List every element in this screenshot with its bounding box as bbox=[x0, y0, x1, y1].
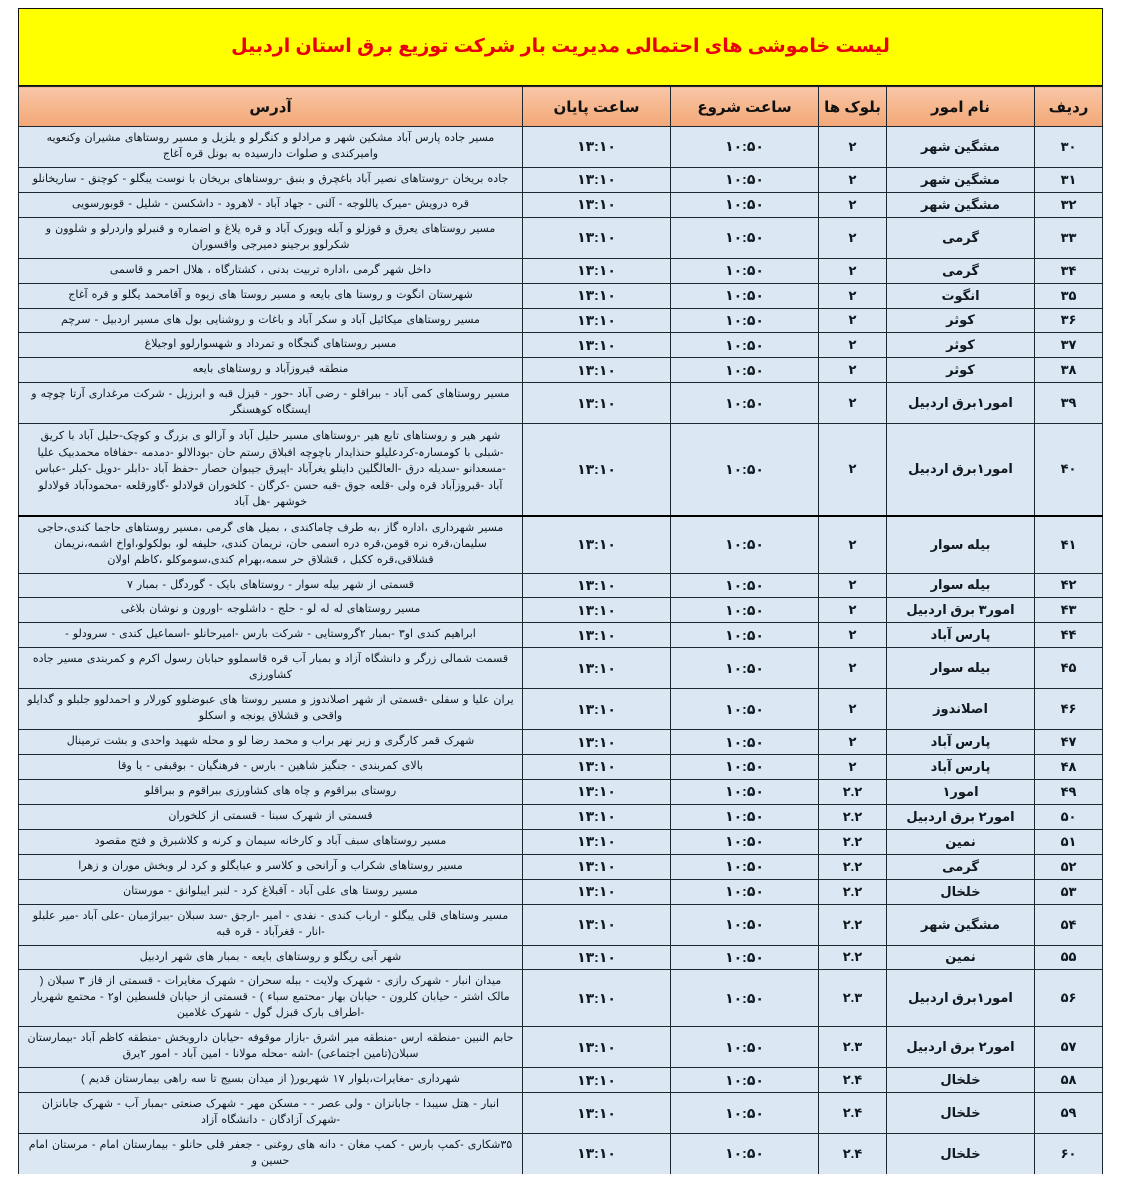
cell-row-number: ۶۰ bbox=[1035, 1133, 1103, 1173]
cell-end-time: ۱۳:۱۰ bbox=[523, 258, 671, 283]
cell-end-time: ۱۳:۱۰ bbox=[523, 854, 671, 879]
cell-address: میدان انبار - شهرک رازی - شهرک ولایت - ببله سحران - شهرک مغایرات - قسمتی از قاز ۳ سبلان ( مالک اشتر - حیابان کلرون - حیابان بهار -محتمع سباء ) - قسمتی از حیابان فلسطین او۲ - محتمع شهریار -اطراف بارک قبزل گول - شهرک غلامین bbox=[19, 970, 523, 1027]
table-header bbox=[19, 87, 1103, 127]
cell-end-time: ۱۳:۱۰ bbox=[523, 167, 671, 192]
cell-department-name: خلخال bbox=[887, 1093, 1035, 1134]
cell-row-number: ۴۲ bbox=[1035, 573, 1103, 598]
cell-department-name: امور۱برق اردبیل bbox=[887, 424, 1035, 516]
cell-department-name: امور۲ برق اردبیل bbox=[887, 1027, 1035, 1068]
cell-address: روستای ببراقوم و چاه های کشاورزی ببراقوم و ببراقلو bbox=[19, 779, 523, 804]
cell-row-number: ۴۳ bbox=[1035, 598, 1103, 623]
cell-department-name: مشگین شهر bbox=[887, 192, 1035, 217]
table-header-row bbox=[19, 87, 1103, 127]
cell-end-time: ۱۳:۱۰ bbox=[523, 804, 671, 829]
cell-end-time: ۱۳:۱۰ bbox=[523, 127, 671, 168]
table-row bbox=[19, 904, 1103, 945]
cell-department-name: گرمی bbox=[887, 217, 1035, 258]
cell-row-number: ۵۱ bbox=[1035, 829, 1103, 854]
cell-blocks: ۲.۴ bbox=[819, 1068, 887, 1093]
table-row bbox=[19, 258, 1103, 283]
page-title: لیست خاموشی های احتمالی مدیریت بار شرکت توزیع برق استان اردبیل bbox=[231, 35, 890, 57]
cell-blocks: ۲ bbox=[819, 258, 887, 283]
table-row bbox=[19, 283, 1103, 308]
cell-start-time: ۱۰:۵۰ bbox=[671, 854, 819, 879]
cell-end-time: ۱۳:۱۰ bbox=[523, 383, 671, 424]
cell-address: شهر هیر و روستاهای تابع هیر -روستاهای مسیر حلیل آباد و آرالو ی بزرگ و کوچک-حلیل آباد با کریق -شبلی با کومسارہ-کردعلیلو حنذایدار باچوچه افبلاق رستم حان -بودالالو -دمدمه -حفافاه محمدبیک علیا -مسعدانو -سدیله درق -العالگلین داینلو یغرآباد -اپیرق جیبوان حصار -حفظ آباد -دابلر -دویل -کبلر -عباس آباد -قبروزآباد قره ولی -قلعه جوق -قبه حسن -کرگان - کلخوران قولادلو -گاورقلعه -محمودآباد قولادلو خوشهر -هل آباد bbox=[19, 424, 523, 516]
cell-start-time: ۱۰:۵۰ bbox=[671, 829, 819, 854]
cell-department-name: کوثر bbox=[887, 308, 1035, 333]
cell-address: مسیر روستاهای کمی آباد - ببراقلو - رضی آباد -حور - قیزل قبه و ابرزیل - شرکت مرغداری آرتا چوچه و ایستگاه کوهسنگر bbox=[19, 383, 523, 424]
table-row bbox=[19, 1068, 1103, 1093]
cell-row-number: ۳۵ bbox=[1035, 283, 1103, 308]
cell-department-name: خلخال bbox=[887, 879, 1035, 904]
cell-address: شهرستان انگوت و روستا های بایعه و مسیر روستا های زیوه و آقامحمد یگلو و قره آغاج bbox=[19, 283, 523, 308]
table-row bbox=[19, 424, 1103, 516]
cell-address: مسیر روستاهای له له لو - حلج - داشلوجه -اورون و نوشان بلاغی bbox=[19, 598, 523, 623]
cell-department-name: خلخال bbox=[887, 1133, 1035, 1173]
table-row bbox=[19, 945, 1103, 970]
table-body bbox=[19, 127, 1103, 1174]
cell-address: داخل شهر گرمی ،اداره تربیت بدنی ، کشتارگاه ، هلال احمر و قاسمی bbox=[19, 258, 523, 283]
cell-department-name: امور۱برق اردبیل bbox=[887, 383, 1035, 424]
cell-start-time: ۱۰:۵۰ bbox=[671, 945, 819, 970]
cell-end-time: ۱۳:۱۰ bbox=[523, 945, 671, 970]
cell-start-time: ۱۰:۵۰ bbox=[671, 1133, 819, 1173]
cell-row-number: ۳۶ bbox=[1035, 308, 1103, 333]
cell-blocks: ۲ bbox=[819, 308, 887, 333]
cell-blocks: ۲.۲ bbox=[819, 945, 887, 970]
cell-department-name: نمین bbox=[887, 945, 1035, 970]
cell-end-time: ۱۳:۱۰ bbox=[523, 358, 671, 383]
cell-address: قسمتی از شهر بیله سوار - روستاهای بایک - گوردگل - بمبار ۷ bbox=[19, 573, 523, 598]
table-row bbox=[19, 779, 1103, 804]
column-header-name: نام امور bbox=[887, 87, 1035, 127]
table-row bbox=[19, 623, 1103, 648]
cell-address: مسیر روستاهای یعرق و قوزلو و آبله ویورک آباد و قره یلاغ و اضماره و قنبرلو واردرلو و شلوون و شکرلوو برجینو دمیرجی واقسوران bbox=[19, 217, 523, 258]
cell-end-time: ۱۳:۱۰ bbox=[523, 689, 671, 730]
cell-end-time: ۱۳:۱۰ bbox=[523, 1093, 671, 1134]
cell-department-name: مشگین شهر bbox=[887, 167, 1035, 192]
cell-start-time: ۱۰:۵۰ bbox=[671, 879, 819, 904]
cell-department-name: امور۱ bbox=[887, 779, 1035, 804]
table-row bbox=[19, 1093, 1103, 1134]
cell-row-number: ۵۷ bbox=[1035, 1027, 1103, 1068]
cell-row-number: ۳۹ bbox=[1035, 383, 1103, 424]
cell-start-time: ۱۰:۵۰ bbox=[671, 516, 819, 573]
cell-blocks: ۲ bbox=[819, 358, 887, 383]
cell-department-name: نمین bbox=[887, 829, 1035, 854]
table-row bbox=[19, 829, 1103, 854]
cell-department-name: امور۳ برق اردبیل bbox=[887, 598, 1035, 623]
cell-row-number: ۴۹ bbox=[1035, 779, 1103, 804]
cell-end-time: ۱۳:۱۰ bbox=[523, 879, 671, 904]
cell-row-number: ۵۰ bbox=[1035, 804, 1103, 829]
table-row bbox=[19, 192, 1103, 217]
table-row bbox=[19, 598, 1103, 623]
cell-row-number: ۵۵ bbox=[1035, 945, 1103, 970]
cell-start-time: ۱۰:۵۰ bbox=[671, 1093, 819, 1134]
cell-address: قره درویش -میرک یاللوجه - آلنی - جهاد آباد - لاهرود - داشکسن - شلیل - قوبورسویی bbox=[19, 192, 523, 217]
cell-address: مسیر روستاهای سبف آباد و کارخانه سیمان و کرنه و کلاشبرق و فتح مقصود bbox=[19, 829, 523, 854]
cell-blocks: ۲.۳ bbox=[819, 1027, 887, 1068]
cell-address: جاده بریخان -روستاهای نصیر آباد باغچرق و بنبق -روستاهای بریخان با نوست یبگلو - کوچنق - ساریخانلو bbox=[19, 167, 523, 192]
cell-department-name: اصلاندوز bbox=[887, 689, 1035, 730]
cell-start-time: ۱۰:۵۰ bbox=[671, 970, 819, 1027]
cell-end-time: ۱۳:۱۰ bbox=[523, 1027, 671, 1068]
table-row bbox=[19, 383, 1103, 424]
column-header-start: ساعت شروع bbox=[671, 87, 819, 127]
cell-start-time: ۱۰:۵۰ bbox=[671, 192, 819, 217]
cell-address: یران علیا و سفلی -قسمتی از شهر اصلاندوز و مسیر روستا های عبوضلوو کورلار و احمدلوو جلبلو و گدایلو واقحی و قشلاق یونجه و اسکلو bbox=[19, 689, 523, 730]
cell-address: شهر آبی ریگلو و روستاهای بایعه - بمبار های شهر اردبیل bbox=[19, 945, 523, 970]
cell-start-time: ۱۰:۵۰ bbox=[671, 598, 819, 623]
cell-department-name: امور۲ برق اردبیل bbox=[887, 804, 1035, 829]
cell-address: مسیر روستا های علی آباد - آقبلاغ کرد - لنبر ایبلوانق - مورستان bbox=[19, 879, 523, 904]
cell-start-time: ۱۰:۵۰ bbox=[671, 167, 819, 192]
column-header-blocks: بلوک ها bbox=[819, 87, 887, 127]
cell-end-time: ۱۳:۱۰ bbox=[523, 1068, 671, 1093]
cell-department-name: بیله سوار bbox=[887, 516, 1035, 573]
cell-row-number: ۵۸ bbox=[1035, 1068, 1103, 1093]
cell-blocks: ۲.۲ bbox=[819, 879, 887, 904]
cell-department-name: انگوت bbox=[887, 283, 1035, 308]
cell-address: بالای کمربندی - جنگیز شاهین - بارس - فرهنگیان - بوقبفی - یا وقا bbox=[19, 755, 523, 780]
cell-department-name: مشگین شهر bbox=[887, 127, 1035, 168]
cell-start-time: ۱۰:۵۰ bbox=[671, 755, 819, 780]
table-row bbox=[19, 730, 1103, 755]
title-banner bbox=[18, 8, 1103, 86]
cell-department-name: بیله سوار bbox=[887, 573, 1035, 598]
cell-row-number: ۵۹ bbox=[1035, 1093, 1103, 1134]
cell-row-number: ۳۳ bbox=[1035, 217, 1103, 258]
cell-end-time: ۱۳:۱۰ bbox=[523, 648, 671, 689]
cell-blocks: ۲ bbox=[819, 333, 887, 358]
cell-start-time: ۱۰:۵۰ bbox=[671, 689, 819, 730]
cell-blocks: ۲ bbox=[819, 167, 887, 192]
cell-blocks: ۲ bbox=[819, 383, 887, 424]
cell-blocks: ۲ bbox=[819, 689, 887, 730]
cell-department-name: گرمی bbox=[887, 854, 1035, 879]
cell-address: انبار - هتل سیبدا - جابانزان - ولی عصر - - مسکن مهر - شهرک صنعتی -بمبار آب - شهرک جابانزان -شهرک آزادگان - دانشگاه آزاد bbox=[19, 1093, 523, 1134]
cell-start-time: ۱۰:۵۰ bbox=[671, 127, 819, 168]
cell-row-number: ۵۴ bbox=[1035, 904, 1103, 945]
cell-end-time: ۱۳:۱۰ bbox=[523, 217, 671, 258]
cell-address: ۳۵شکاری -کمپ بارس - کمپ مغان - دانه های روغنی - جعفر قلی حانلو - بیمارستان امام - مرستان امام حسین و bbox=[19, 1133, 523, 1173]
cell-department-name: خلخال bbox=[887, 1068, 1035, 1093]
cell-blocks: ۲ bbox=[819, 648, 887, 689]
cell-blocks: ۲.۲ bbox=[819, 854, 887, 879]
cell-start-time: ۱۰:۵۰ bbox=[671, 308, 819, 333]
cell-row-number: ۳۲ bbox=[1035, 192, 1103, 217]
cell-start-time: ۱۰:۵۰ bbox=[671, 730, 819, 755]
cell-end-time: ۱۳:۱۰ bbox=[523, 755, 671, 780]
cell-blocks: ۲ bbox=[819, 217, 887, 258]
cell-end-time: ۱۳:۱۰ bbox=[523, 904, 671, 945]
cell-blocks: ۲.۲ bbox=[819, 829, 887, 854]
cell-blocks: ۲.۴ bbox=[819, 1133, 887, 1173]
cell-end-time: ۱۳:۱۰ bbox=[523, 573, 671, 598]
table-row bbox=[19, 127, 1103, 168]
cell-row-number: ۴۵ bbox=[1035, 648, 1103, 689]
cell-department-name: پارس آباد bbox=[887, 755, 1035, 780]
column-header-end: ساعت پایان bbox=[523, 87, 671, 127]
cell-start-time: ۱۰:۵۰ bbox=[671, 804, 819, 829]
cell-start-time: ۱۰:۵۰ bbox=[671, 1027, 819, 1068]
cell-end-time: ۱۳:۱۰ bbox=[523, 623, 671, 648]
cell-start-time: ۱۰:۵۰ bbox=[671, 217, 819, 258]
cell-row-number: ۵۳ bbox=[1035, 879, 1103, 904]
cell-row-number: ۵۲ bbox=[1035, 854, 1103, 879]
table-row bbox=[19, 689, 1103, 730]
cell-blocks: ۲ bbox=[819, 127, 887, 168]
table-row bbox=[19, 804, 1103, 829]
table-row bbox=[19, 879, 1103, 904]
cell-start-time: ۱۰:۵۰ bbox=[671, 573, 819, 598]
cell-end-time: ۱۳:۱۰ bbox=[523, 829, 671, 854]
cell-address: منطقه فیروزآباد و روستاهای بایعه bbox=[19, 358, 523, 383]
cell-address: حابم النبین -منطقه ارس -منطقه میر اشرق -بازار موقوفه -حیابان داروبخش -منطقه کاظم آباد -بیمارستان سبلان(تامین اجتماعی) -اشه -محله مولانا - امین آباد - امور ۲یرق bbox=[19, 1027, 523, 1068]
table-row bbox=[19, 516, 1103, 573]
cell-start-time: ۱۰:۵۰ bbox=[671, 1068, 819, 1093]
cell-row-number: ۳۸ bbox=[1035, 358, 1103, 383]
cell-row-number: ۳۷ bbox=[1035, 333, 1103, 358]
cell-row-number: ۴۱ bbox=[1035, 516, 1103, 573]
cell-end-time: ۱۳:۱۰ bbox=[523, 779, 671, 804]
cell-row-number: ۴۰ bbox=[1035, 424, 1103, 516]
cell-address: شهرک قمر کارگری و زیر نهر براب و محمد رضا لو و محله شهید واحدی و بشت ترمینال bbox=[19, 730, 523, 755]
column-header-radif: ردیف bbox=[1035, 87, 1103, 127]
cell-blocks: ۲ bbox=[819, 283, 887, 308]
cell-start-time: ۱۰:۵۰ bbox=[671, 283, 819, 308]
cell-end-time: ۱۳:۱۰ bbox=[523, 1133, 671, 1173]
cell-row-number: ۳۴ bbox=[1035, 258, 1103, 283]
cell-address: مسیر شهرداری ،اداره گاز ،به طرف چاماکندی ، بمیل های گرمی ،مسیر روستاهای حاجما کندی،حاجی سلیمان،قره نره قومن،قره دره اسمی حان، نریمان کندی، حلیفه لو، بولکولو،اواخ اشمه،نریمان قشلاقی،قره ککبل ، قشلاق حر سمه،بهرام کندی،سوموکلو ،کاظم اولان bbox=[19, 516, 523, 573]
cell-row-number: ۴۸ bbox=[1035, 755, 1103, 780]
cell-row-number: ۳۰ bbox=[1035, 127, 1103, 168]
cell-end-time: ۱۳:۱۰ bbox=[523, 283, 671, 308]
cell-blocks: ۲.۲ bbox=[819, 804, 887, 829]
cell-address: شهرداری -مغایرات،یلوار ۱۷ شهریور( از میدان بسیج تا سه راهی بیمارستان قدیم ) bbox=[19, 1068, 523, 1093]
cell-blocks: ۲ bbox=[819, 573, 887, 598]
cell-address: قسمتی از شهرک سبنا - قسمتی از کلخوران bbox=[19, 804, 523, 829]
cell-blocks: ۲.۴ bbox=[819, 1093, 887, 1134]
column-header-address: آدرس bbox=[19, 87, 523, 127]
cell-department-name: پارس آباد bbox=[887, 730, 1035, 755]
table-row bbox=[19, 308, 1103, 333]
cell-start-time: ۱۰:۵۰ bbox=[671, 648, 819, 689]
cell-start-time: ۱۰:۵۰ bbox=[671, 904, 819, 945]
cell-address: مسیر روستاهای گنجگاه و تمرداد و شهسوارلوو اوجیلاغ bbox=[19, 333, 523, 358]
cell-address: مسیر روستاهای میکائیل آباد و سکر آباد و باغات و روشنایی بول های مسیر اردبیل - سرچم bbox=[19, 308, 523, 333]
cell-blocks: ۲ bbox=[819, 730, 887, 755]
cell-start-time: ۱۰:۵۰ bbox=[671, 383, 819, 424]
outage-schedule-table bbox=[18, 86, 1103, 1174]
table-row bbox=[19, 755, 1103, 780]
cell-end-time: ۱۳:۱۰ bbox=[523, 192, 671, 217]
cell-blocks: ۲.۳ bbox=[819, 970, 887, 1027]
cell-end-time: ۱۳:۱۰ bbox=[523, 424, 671, 516]
cell-start-time: ۱۰:۵۰ bbox=[671, 333, 819, 358]
cell-department-name: بیله سوار bbox=[887, 648, 1035, 689]
cell-blocks: ۲ bbox=[819, 755, 887, 780]
cell-start-time: ۱۰:۵۰ bbox=[671, 258, 819, 283]
table-row bbox=[19, 333, 1103, 358]
cell-end-time: ۱۳:۱۰ bbox=[523, 333, 671, 358]
table-row bbox=[19, 648, 1103, 689]
cell-row-number: ۵۶ bbox=[1035, 970, 1103, 1027]
cell-address: مسیر وستاهای قلی یبگلو - ارباب کندی - نفدی - امیر -ارجق -سد سبلان -ببراژمبان -علی آباد -میر علبلو -انار - قغرآباد - قره قبه bbox=[19, 904, 523, 945]
cell-start-time: ۱۰:۵۰ bbox=[671, 424, 819, 516]
table-row bbox=[19, 1027, 1103, 1068]
cell-department-name: کوثر bbox=[887, 358, 1035, 383]
table-row bbox=[19, 167, 1103, 192]
table-row bbox=[19, 1133, 1103, 1173]
cell-end-time: ۱۳:۱۰ bbox=[523, 970, 671, 1027]
cell-blocks: ۲ bbox=[819, 192, 887, 217]
cell-address: ابراهیم کندی او۳ -بمبار ۲گروستایی - شرکت بارس -امیرحانلو -اسماعیل کندی - سرودلو - bbox=[19, 623, 523, 648]
cell-blocks: ۲ bbox=[819, 424, 887, 516]
cell-department-name: امور۱برق اردبیل bbox=[887, 970, 1035, 1027]
table-row bbox=[19, 854, 1103, 879]
cell-start-time: ۱۰:۵۰ bbox=[671, 358, 819, 383]
cell-start-time: ۱۰:۵۰ bbox=[671, 623, 819, 648]
cell-end-time: ۱۳:۱۰ bbox=[523, 730, 671, 755]
cell-row-number: ۴۶ bbox=[1035, 689, 1103, 730]
cell-address: مسیر روستاهای شکراب و آرانحی و کلاسر و عبایگلو و کرد لر وبخش موران و زهرا bbox=[19, 854, 523, 879]
cell-blocks: ۲ bbox=[819, 516, 887, 573]
cell-department-name: مشگین شهر bbox=[887, 904, 1035, 945]
cell-blocks: ۲ bbox=[819, 598, 887, 623]
cell-start-time: ۱۰:۵۰ bbox=[671, 779, 819, 804]
cell-department-name: گرمی bbox=[887, 258, 1035, 283]
cell-address: قسمت شمالی زرگر و دانشگاه آزاد و بمبار آب قره قاسملوو حبابان رسول اکرم و کمربندی مسیر جاده کشاورزی bbox=[19, 648, 523, 689]
cell-end-time: ۱۳:۱۰ bbox=[523, 308, 671, 333]
cell-end-time: ۱۳:۱۰ bbox=[523, 516, 671, 573]
cell-department-name: پارس آباد bbox=[887, 623, 1035, 648]
cell-row-number: ۴۷ bbox=[1035, 730, 1103, 755]
cell-address: مسیر جاده پارس آباد مشکین شهر و مرادلو و کنگرلو و یلزیل و مسیر روستاهای مشیران وکنعویه وامیرکندی و صلوات دارسیده به بونل قره آغاج bbox=[19, 127, 523, 168]
cell-blocks: ۲.۲ bbox=[819, 904, 887, 945]
cell-blocks: ۲ bbox=[819, 623, 887, 648]
table-row bbox=[19, 573, 1103, 598]
table-row bbox=[19, 217, 1103, 258]
cell-blocks: ۲.۲ bbox=[819, 779, 887, 804]
cell-end-time: ۱۳:۱۰ bbox=[523, 598, 671, 623]
cell-row-number: ۳۱ bbox=[1035, 167, 1103, 192]
cell-department-name: کوثر bbox=[887, 333, 1035, 358]
table-row bbox=[19, 358, 1103, 383]
table-row bbox=[19, 970, 1103, 1027]
cell-row-number: ۴۴ bbox=[1035, 623, 1103, 648]
